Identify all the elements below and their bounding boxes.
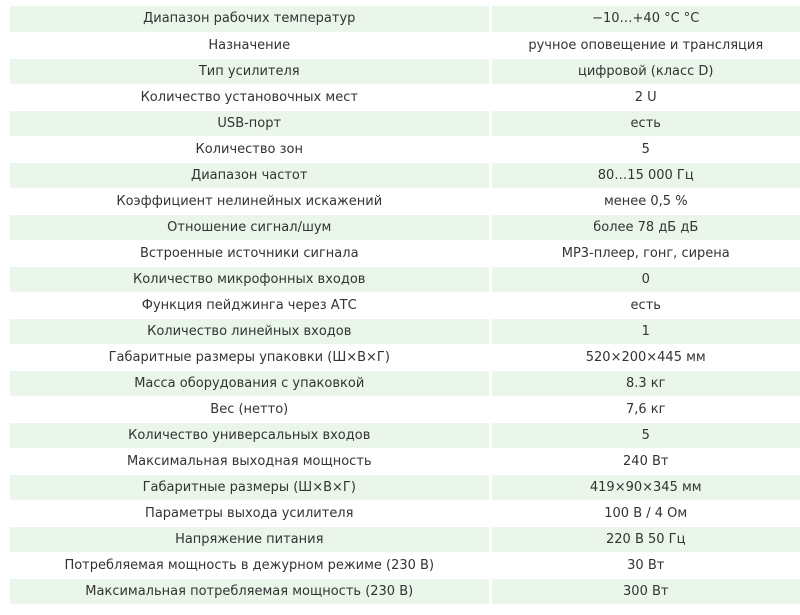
spec-label: Параметры выхода усилителя [10, 500, 490, 526]
spec-label: Встроенные источники сигнала [10, 240, 490, 266]
spec-label: Количество универсальных входов [10, 422, 490, 448]
spec-label: Количество установочных мест [10, 84, 490, 110]
spec-value: 240 Вт [490, 448, 800, 474]
spec-row [10, 110, 800, 136]
spec-value: цифровой (класс D) [490, 58, 800, 84]
spec-value: 100 В / 4 Ом [490, 500, 800, 526]
spec-row [10, 370, 800, 396]
spec-value: 8.3 кг [490, 370, 800, 396]
spec-label: Количество микрофонных входов [10, 266, 490, 292]
spec-label: Тип усилителя [10, 58, 490, 84]
spec-label: Диапазон частот [10, 162, 490, 188]
spec-value: 5 [490, 136, 800, 162]
spec-label: Диапазон рабочих температур [10, 6, 490, 32]
spec-value: ручное оповещение и трансляция [490, 32, 800, 58]
spec-label: Потребляемая мощность в дежурном режиме (230 В) [10, 552, 490, 578]
spec-row [10, 344, 800, 370]
spec-value: 220 В 50 Гц [490, 526, 800, 552]
spec-row [10, 500, 800, 526]
spec-row [10, 526, 800, 552]
spec-label: Коэффициент нелинейных искажений [10, 188, 490, 214]
spec-value: 2 U [490, 84, 800, 110]
spec-label: Максимальная потребляемая мощность (230 В) [10, 578, 490, 604]
spec-row [10, 84, 800, 110]
spec-value: МР3-плеер, гонг, сирена [490, 240, 800, 266]
spec-label: Масса оборудования с упаковкой [10, 370, 490, 396]
spec-value: есть [490, 110, 800, 136]
spec-label: Габаритные размеры упаковки (Ш×В×Г) [10, 344, 490, 370]
spec-row [10, 292, 800, 318]
spec-label: Габаритные размеры (Ш×В×Г) [10, 474, 490, 500]
spec-label: Вес (нетто) [10, 396, 490, 422]
spec-row [10, 448, 800, 474]
spec-label: Отношение сигнал/шум [10, 214, 490, 240]
spec-value: есть [490, 292, 800, 318]
specifications-table-body [10, 6, 800, 604]
spec-label: Количество зон [10, 136, 490, 162]
spec-label: Количество линейных входов [10, 318, 490, 344]
spec-label: Функция пейджинга через АТС [10, 292, 490, 318]
spec-row [10, 318, 800, 344]
spec-value: 5 [490, 422, 800, 448]
spec-value: более 78 дБ дБ [490, 214, 800, 240]
spec-row [10, 32, 800, 58]
spec-value: 520×200×445 мм [490, 344, 800, 370]
spec-value: 300 Вт [490, 578, 800, 604]
spec-value: −10…+40 °С °С [490, 6, 800, 32]
spec-row [10, 58, 800, 84]
spec-row [10, 552, 800, 578]
spec-row [10, 266, 800, 292]
spec-value: 7,6 кг [490, 396, 800, 422]
spec-value: 419×90×345 мм [490, 474, 800, 500]
spec-row [10, 422, 800, 448]
spec-row [10, 188, 800, 214]
spec-label: Напряжение питания [10, 526, 490, 552]
spec-row [10, 474, 800, 500]
spec-label: Назначение [10, 32, 490, 58]
spec-value: 80…15 000 Гц [490, 162, 800, 188]
spec-label: USB-порт [10, 110, 490, 136]
spec-row [10, 6, 800, 32]
spec-row [10, 162, 800, 188]
spec-row [10, 578, 800, 604]
specifications-table [10, 6, 800, 605]
spec-row [10, 396, 800, 422]
spec-value: 0 [490, 266, 800, 292]
spec-label: Максимальная выходная мощность [10, 448, 490, 474]
spec-value: 30 Вт [490, 552, 800, 578]
spec-row [10, 240, 800, 266]
spec-row [10, 214, 800, 240]
spec-row [10, 136, 800, 162]
spec-value: менее 0,5 % [490, 188, 800, 214]
spec-value: 1 [490, 318, 800, 344]
